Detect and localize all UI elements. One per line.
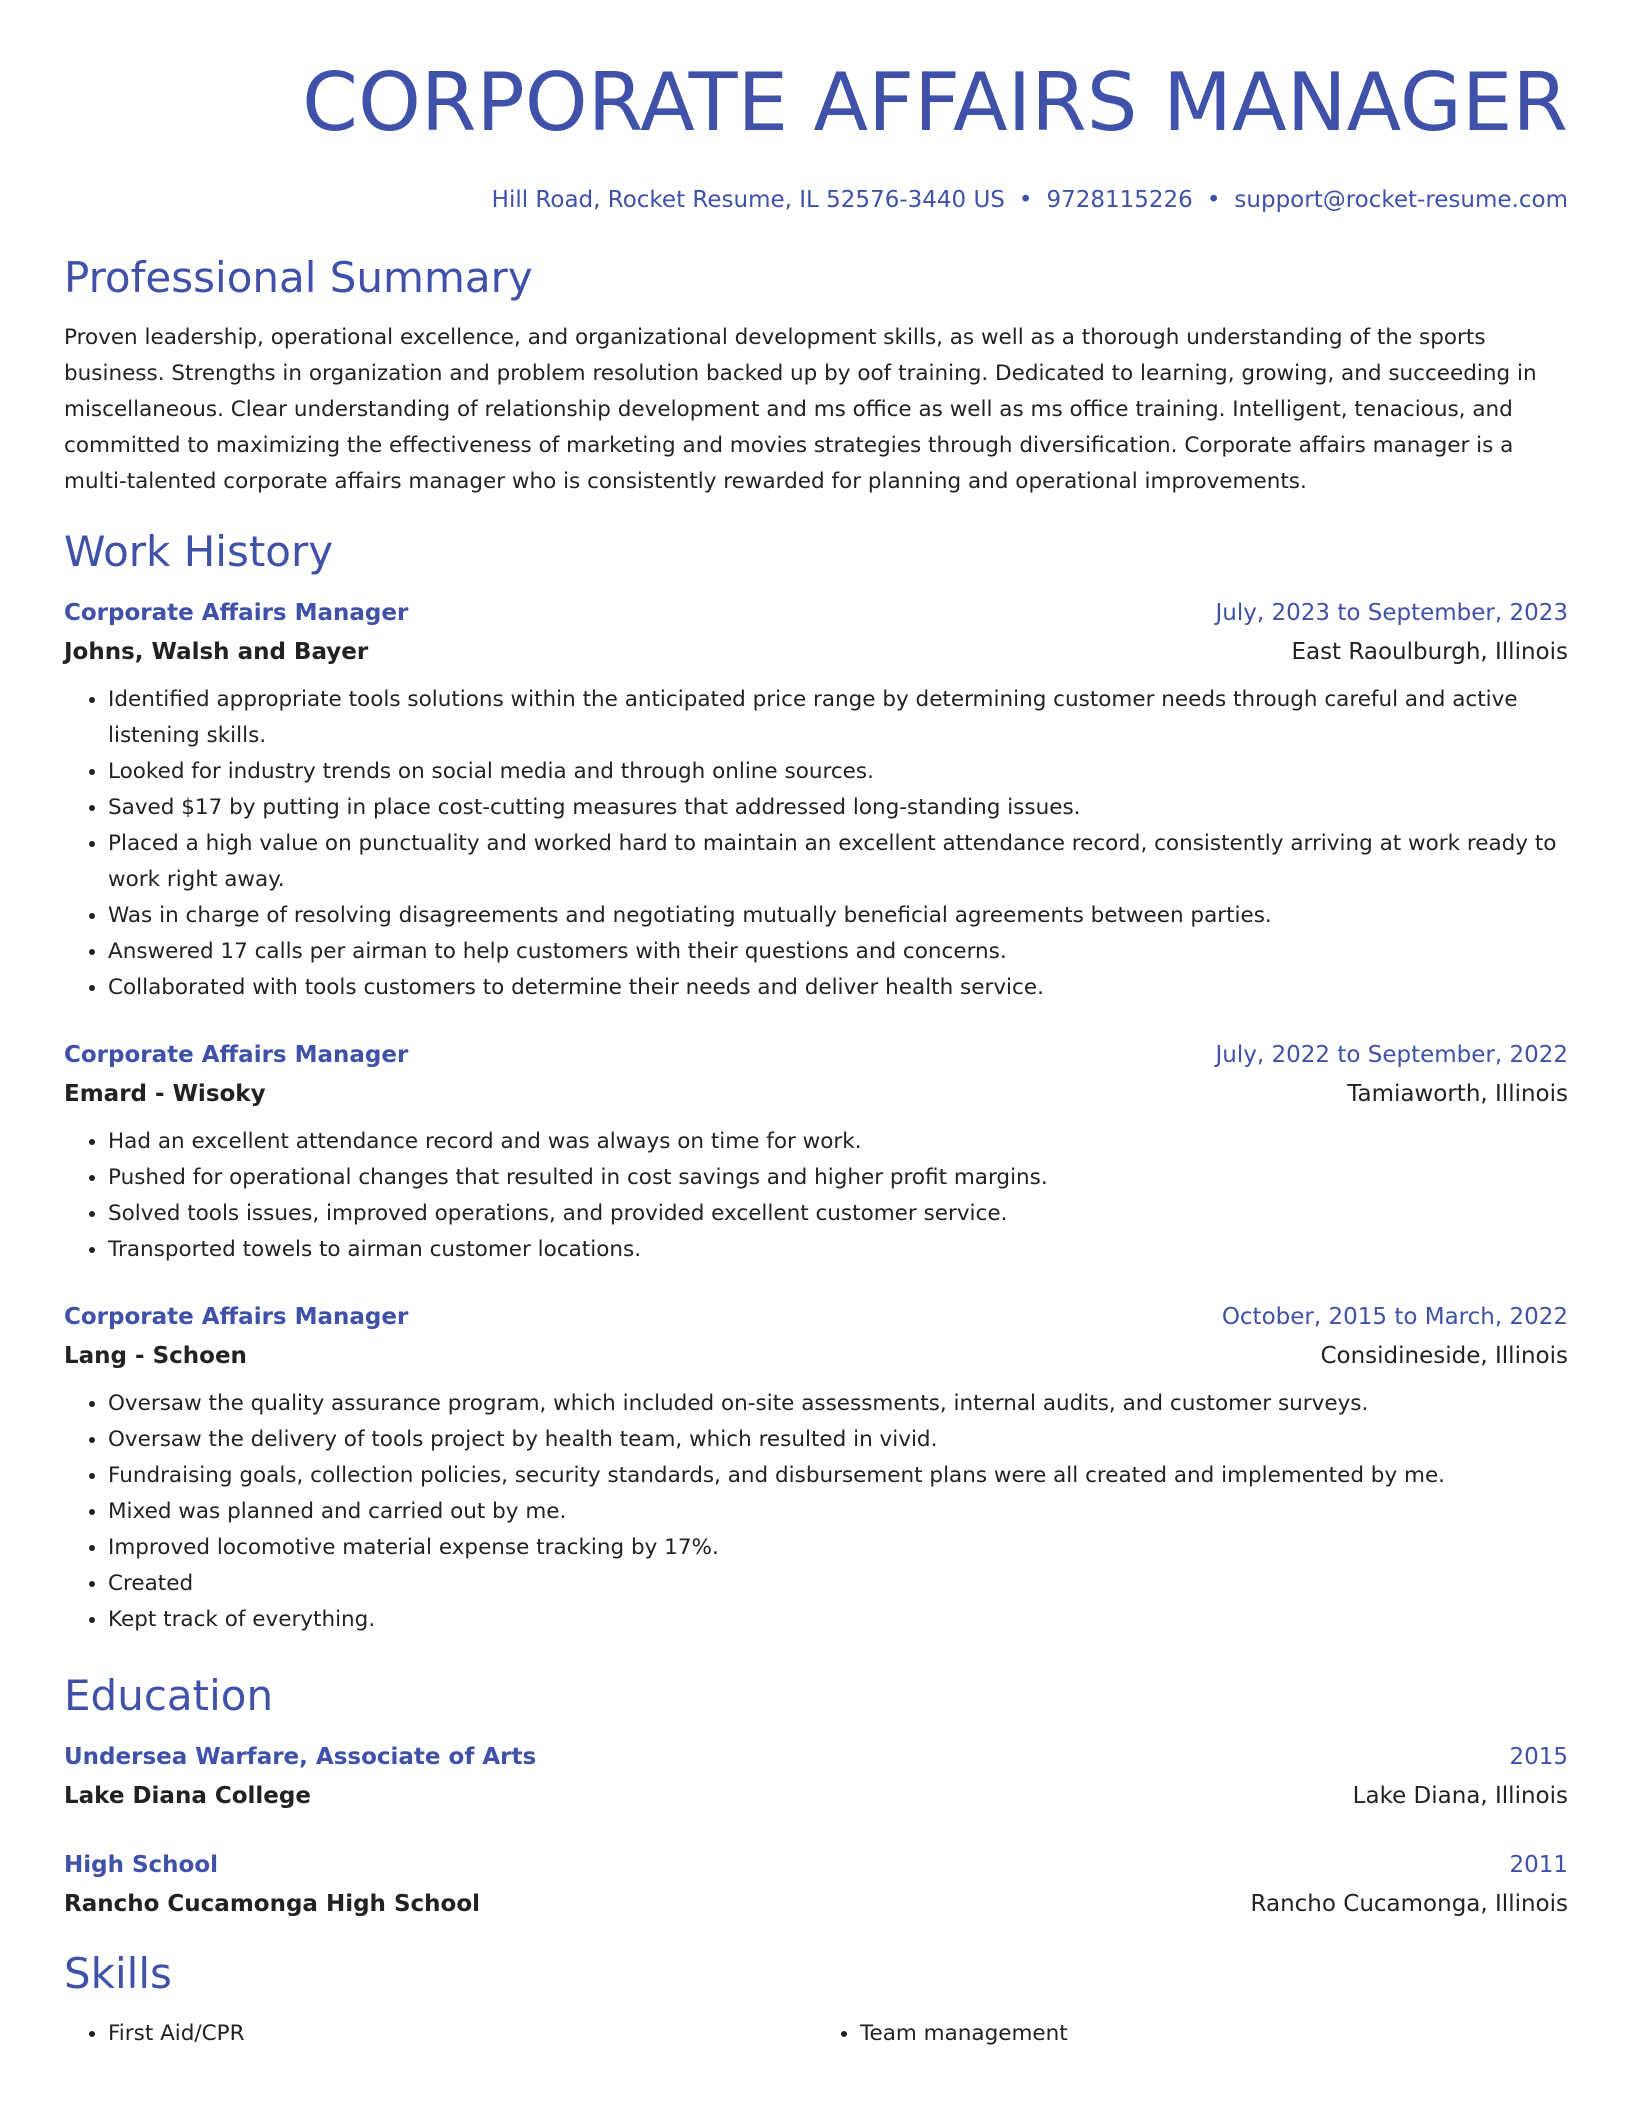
- job-bullets: [64, 682, 1568, 1006]
- job-location: Tamiaworth, Illinois: [1347, 1081, 1568, 1107]
- education-year: 2011: [1509, 1852, 1568, 1878]
- education-school-row: [64, 1776, 1568, 1816]
- education-location: Lake Diana, Illinois: [1352, 1783, 1568, 1809]
- skills-column-right: [816, 2016, 1568, 2052]
- skills-heading: Skills: [64, 1949, 172, 1998]
- education-degree: High School: [64, 1852, 219, 1878]
- contact-line: [64, 184, 1568, 216]
- job-entry: [64, 1298, 1568, 1638]
- job-dates: July, 2023 to September, 2023: [1215, 600, 1568, 626]
- contact-phone: 9728115226: [1046, 187, 1193, 213]
- job-bullet: • Transported towels to airman customer locations.: [108, 1232, 1568, 1268]
- job-entry: [64, 594, 1568, 1006]
- job-dates: July, 2022 to September, 2022: [1215, 1042, 1568, 1068]
- job-bullet: • Oversaw the delivery of tools project by health team, which resulted in vivid.: [108, 1422, 1568, 1458]
- job-bullets: [64, 1386, 1568, 1638]
- job-bullet: • Oversaw the quality assurance program, which included on-site assessments, internal audits, and customer surveys.: [108, 1386, 1568, 1422]
- job-bullet: • Had an excellent attendance record and was always on time for work.: [108, 1124, 1568, 1160]
- job-company-row: [64, 1074, 1568, 1114]
- job-header-row: [64, 1036, 1568, 1074]
- job-dates: October, 2015 to March, 2022: [1221, 1304, 1568, 1330]
- education-degree: Undersea Warfare, Associate of Arts: [64, 1744, 537, 1770]
- job-title: Corporate Affairs Manager: [64, 1042, 409, 1068]
- job-header-row: [64, 594, 1568, 632]
- job-bullet: • Fundraising goals, collection policies, security standards, and disbursement plans were all created and implemented by me.: [108, 1458, 1568, 1494]
- resume-page: [64, 0, 1568, 2052]
- job-bullet: • Identified appropriate tools solutions within the anticipated price range by determining customer needs through careful and active listening skills.: [108, 682, 1568, 754]
- job-header-row: [64, 1298, 1568, 1336]
- job-bullet: • Created: [108, 1566, 1568, 1602]
- job-company-row: [64, 632, 1568, 672]
- education-school: Lake Diana College: [64, 1783, 311, 1809]
- job-bullet: • Kept track of everything.: [108, 1602, 1568, 1638]
- skills-list: [64, 2016, 1568, 2052]
- job-bullet: • Was in charge of resolving disagreements and negotiating mutually beneficial agreements between parties.: [108, 898, 1568, 934]
- education-school: Rancho Cucamonga High School: [64, 1891, 480, 1917]
- job-bullet: • Placed a high value on punctuality and worked hard to maintain an excellent attendance record, consistently arriving at work ready to work right away.: [108, 826, 1568, 898]
- job-company: Emard - Wisoky: [64, 1081, 266, 1107]
- job-bullet: • Looked for industry trends on social media and through online sources.: [108, 754, 1568, 790]
- education-school-row: [64, 1884, 1568, 1924]
- contact-address: Hill Road, Rocket Resume, IL 52576-3440 US: [491, 187, 1005, 213]
- job-company: Johns, Walsh and Bayer: [64, 639, 369, 665]
- job-bullets: [64, 1124, 1568, 1268]
- work-history-heading: Work History: [64, 527, 334, 576]
- job-title: Corporate Affairs Manager: [64, 1304, 409, 1330]
- skill-item: • Team management: [860, 2016, 1568, 2052]
- education-entry: [64, 1846, 1568, 1924]
- contact-separator: •: [1018, 187, 1033, 213]
- education-heading: Education: [64, 1671, 274, 1720]
- job-bullet: • Collaborated with tools customers to determine their needs and deliver health service.: [108, 970, 1568, 1006]
- summary-heading: Professional Summary: [64, 253, 533, 302]
- education-header-row: [64, 1846, 1568, 1884]
- education-entry: [64, 1738, 1568, 1816]
- job-bullet: • Saved $17 by putting in place cost-cutting measures that addressed long-standing issues.: [108, 790, 1568, 826]
- skill-item: • First Aid/CPR: [108, 2016, 816, 2052]
- job-company-row: [64, 1336, 1568, 1376]
- contact-separator: •: [1206, 187, 1221, 213]
- education-location: Rancho Cucamonga, Illinois: [1250, 1891, 1568, 1917]
- job-location: East Raoulburgh, Illinois: [1291, 639, 1568, 665]
- contact-email: support@rocket-resume.com: [1234, 187, 1568, 213]
- skills-column-left: [64, 2016, 816, 2052]
- job-title: Corporate Affairs Manager: [64, 600, 409, 626]
- summary-text: Proven leadership, operational excellence, and organizational development skills, as well as a thorough understanding of the sports business. Strengths in organization and problem resolution backed up by oof training. Dedicated to learning, growing, and succeeding in miscellaneous. Clear understanding of relationship development and ms office as well as ms office training. Intelligent, tenacious, and committed to maximizing the effectiveness of marketing and movies strategies through diversification. Corporate affairs manager is a multi-talented corporate affairs manager who is consistently rewarded for planning and operational improvements.: [64, 325, 1537, 494]
- job-bullet: • Pushed for operational changes that resulted in cost savings and higher profit margins.: [108, 1160, 1568, 1196]
- education-year: 2015: [1509, 1744, 1568, 1770]
- resume-name: CORPORATE AFFAIRS MANAGER: [302, 56, 1568, 149]
- job-company: Lang - Schoen: [64, 1343, 247, 1369]
- job-bullet: • Improved locomotive material expense tracking by 17%.: [108, 1530, 1568, 1566]
- job-entry: [64, 1036, 1568, 1268]
- job-bullet: • Answered 17 calls per airman to help customers with their questions and concerns.: [108, 934, 1568, 970]
- education-header-row: [64, 1738, 1568, 1776]
- job-location: Considineside, Illinois: [1320, 1343, 1568, 1369]
- job-bullet: • Solved tools issues, improved operations, and provided excellent customer service.: [108, 1196, 1568, 1232]
- job-bullet: • Mixed was planned and carried out by me.: [108, 1494, 1568, 1530]
